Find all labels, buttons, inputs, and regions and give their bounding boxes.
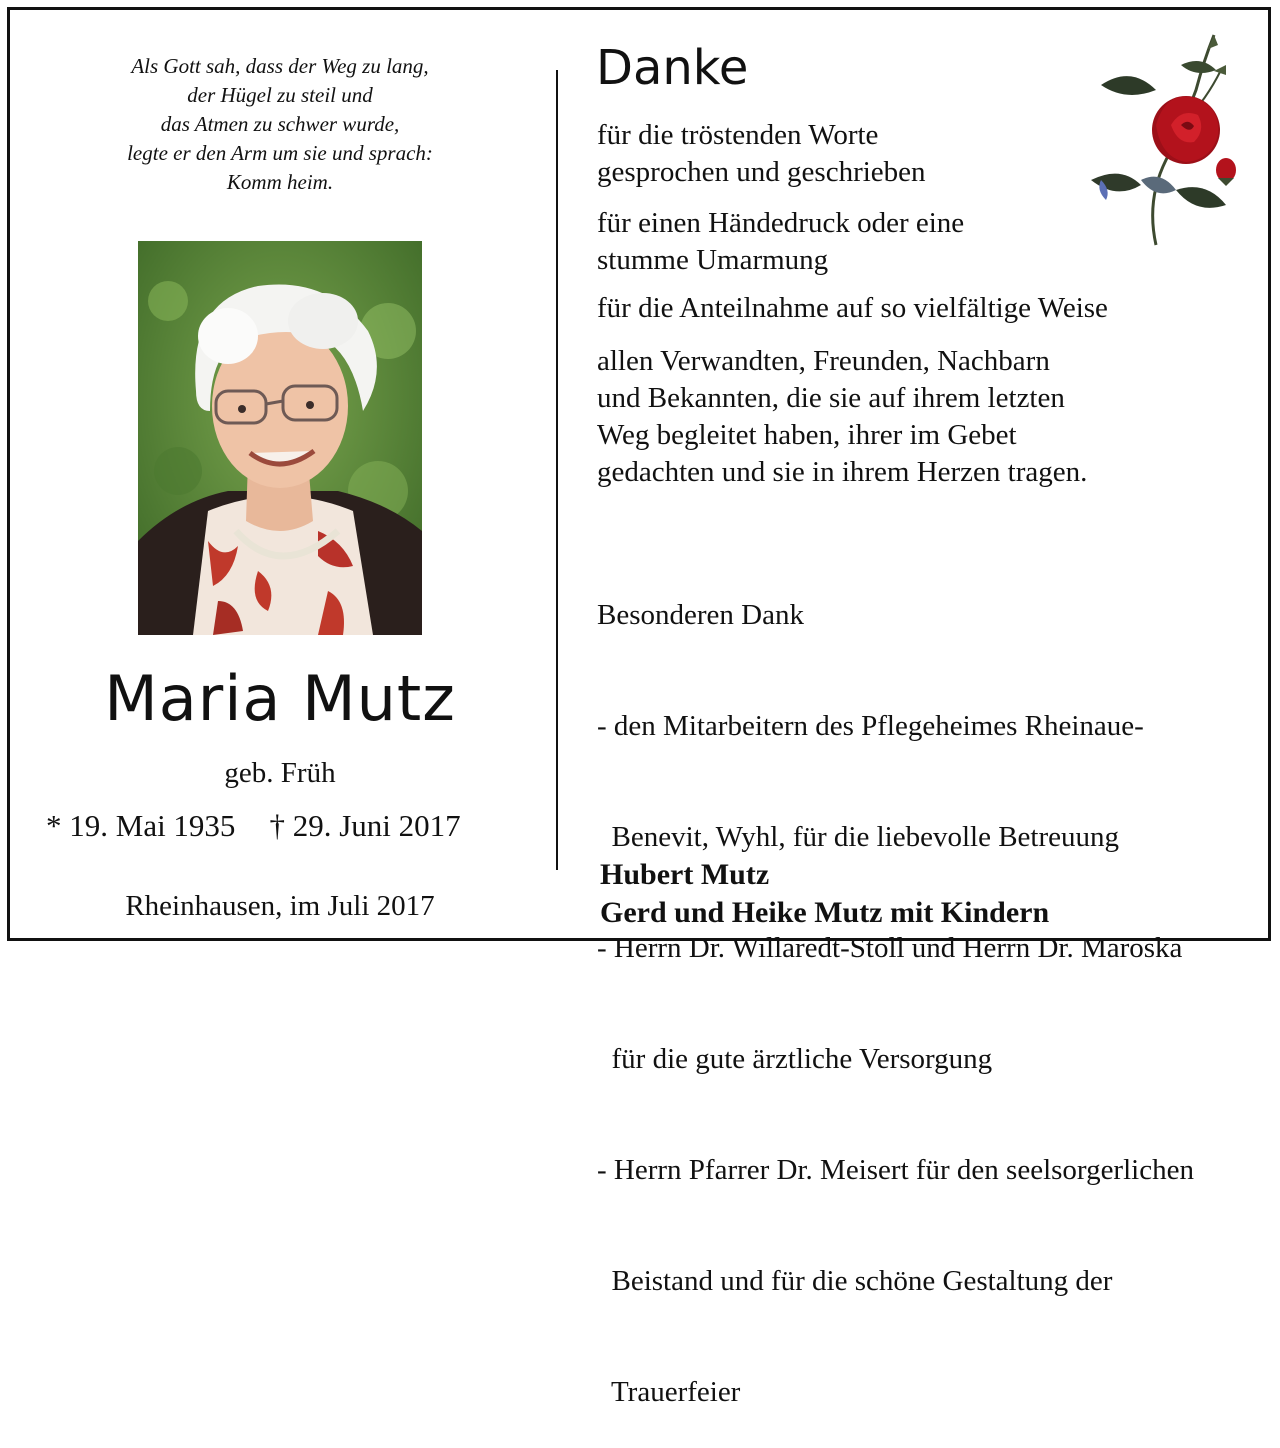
special-thanks-line: - Herrn Pfarrer Dr. Meisert für den seelsorgerlichen — [597, 1154, 1194, 1186]
poem — [80, 52, 480, 197]
thanks-paragraph-4 — [597, 343, 1087, 491]
signature-1: Hubert Mutz — [600, 858, 770, 891]
thanks-paragraph-3 — [597, 290, 1108, 327]
special-thanks-line: Trauerfeier — [597, 1376, 741, 1408]
thanks-line: für einen Händedruck oder eine — [597, 207, 965, 239]
poem-line: legte er den Arm um sie und sprach: — [127, 141, 433, 165]
thanks-line: Weg begleitet haben, ihrer im Gebet — [597, 419, 1017, 451]
thanks-line: für die Anteilnahme auf so vielfältige Weise — [597, 292, 1108, 324]
signature-2: Gerd und Heike Mutz mit Kindern — [600, 896, 1050, 929]
thanks-paragraph-2 — [597, 205, 964, 279]
special-thanks-heading: Besonderen Dank — [597, 599, 804, 631]
poem-line: der Hügel zu steil und — [187, 83, 373, 107]
poem-line: das Atmen zu schwer wurde, — [160, 112, 400, 136]
heading-danke: Danke — [596, 40, 749, 96]
thanks-line: für die tröstenden Worte — [597, 119, 879, 151]
special-thanks-line: für die gute ärztliche Versorgung — [597, 1043, 993, 1075]
portrait-photo — [138, 241, 422, 635]
special-thanks — [597, 523, 1194, 1448]
birth-date: * 19. Mai 1935 — [46, 808, 236, 843]
deceased-name: Maria Mutz — [104, 662, 456, 735]
birth-name: geb. Früh — [224, 757, 336, 789]
special-thanks-line: Beistand und für die schöne Gestaltung der — [597, 1265, 1113, 1297]
thanks-line: und Bekannten, die sie auf ihrem letzten — [597, 382, 1065, 414]
column-divider — [556, 70, 558, 870]
thanks-line: gesprochen und geschrieben — [597, 156, 926, 188]
death-date: † 29. Juni 2017 — [269, 808, 461, 843]
poem-line: Als Gott sah, dass der Weg zu lang, — [131, 54, 429, 78]
thanks-line: allen Verwandten, Freunden, Nachbarn — [597, 345, 1050, 377]
poem-line: Komm heim. — [226, 170, 334, 194]
life-dates — [46, 808, 526, 844]
special-thanks-line: - den Mitarbeitern des Pflegeheimes Rheinaue- — [597, 710, 1144, 742]
thanks-line: stumme Umarmung — [597, 244, 829, 276]
thanks-line: gedachten und sie in ihrem Herzen tragen. — [597, 456, 1088, 488]
special-thanks-line: Benevit, Wyhl, für die liebevolle Betreuung — [597, 821, 1119, 853]
rose-icon — [1086, 30, 1246, 250]
place-and-date: Rheinhausen, im Juli 2017 — [125, 890, 435, 922]
thanks-paragraph-1 — [597, 117, 926, 191]
special-thanks-line: - Herrn Dr. Willaredt-Stoll und Herrn Dr. Maroska — [597, 932, 1183, 964]
